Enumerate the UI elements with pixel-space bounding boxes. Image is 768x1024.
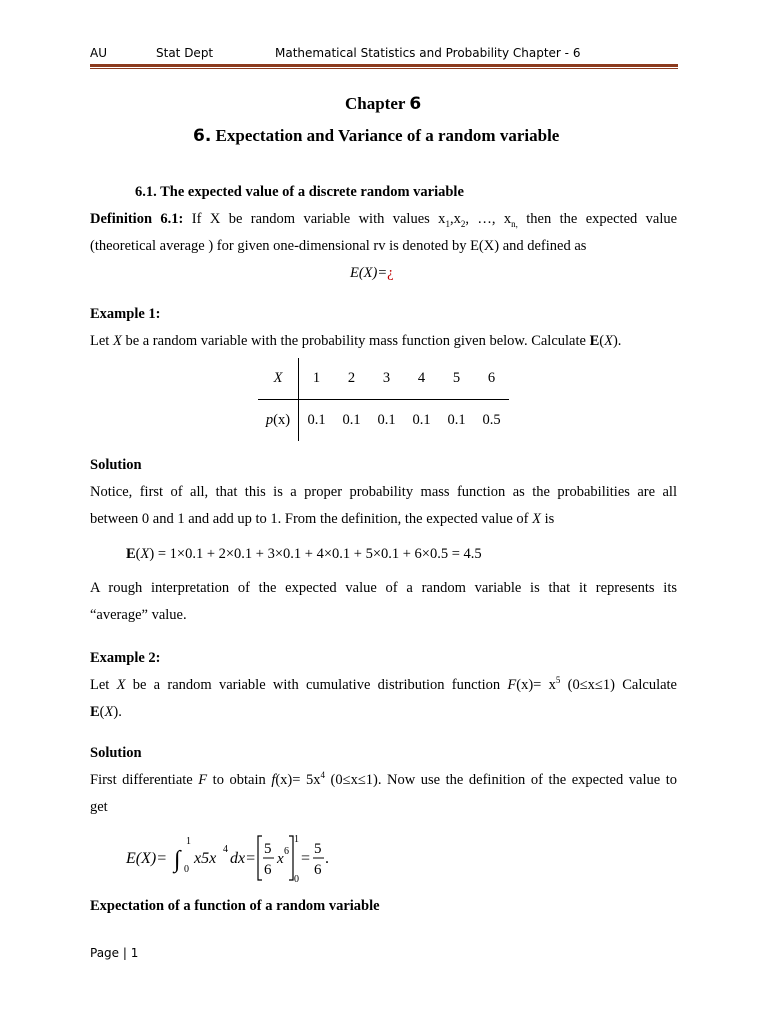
formula-lhs: E(X)= xyxy=(350,265,388,281)
pmf-p-cell: 0.1 xyxy=(377,412,396,428)
integral-lower: 0 xyxy=(184,864,189,875)
pmf-row-label-x xyxy=(258,358,299,400)
integral-upper: 1 xyxy=(186,836,191,847)
formula-broken-glyph: ¿ xyxy=(387,265,394,281)
bracket-right xyxy=(289,836,293,880)
frac-denominator: 6 xyxy=(264,862,272,878)
header-rule-thin xyxy=(90,68,678,69)
solution2-line-2: get xyxy=(90,799,108,815)
pmf-table-row-p xyxy=(258,400,509,442)
page-footer: Page | 1 xyxy=(90,946,139,960)
example1-text-mid: be a random variable with the probability mass function given below. Calculate xyxy=(121,333,590,349)
example2-paren-open: ( xyxy=(99,704,105,720)
solution2-line-1 xyxy=(90,767,677,794)
calc-expression: = 1×0.1 + 2×0.1 + 3×0.1 + 4×0.1 + 5×0.1 + 6×0.5 = 4.5 xyxy=(157,546,482,562)
example2-E: E xyxy=(90,704,100,720)
solution2-F: F xyxy=(198,772,208,788)
example2-exponent: 5 xyxy=(555,675,561,686)
example1-heading: Example 1: xyxy=(90,306,161,322)
integral-lhs: E(X)= xyxy=(126,850,167,867)
pmf-p-cell: 0.1 xyxy=(342,412,361,428)
example2-var-2: X xyxy=(104,704,114,720)
header-institution: AU xyxy=(90,46,107,60)
example1-paren-open: ( xyxy=(599,333,605,349)
pmf-label-p: p xyxy=(265,412,274,428)
definition-formula xyxy=(350,260,394,287)
definition-text: If X be random variable with values x xyxy=(191,211,446,227)
pmf-x-cell: 2 xyxy=(334,358,369,400)
example2-range: (0≤x≤1) Calculate xyxy=(560,677,677,693)
example2-fx: (x)= x xyxy=(516,677,556,693)
example2-var: X xyxy=(116,677,126,693)
section-heading: 6.1. The expected value of a discrete random variable xyxy=(135,184,464,200)
next-section-heading: Expectation of a function of a random variable xyxy=(90,898,380,914)
solution1-line2-post: is xyxy=(540,511,555,527)
pmf-label-px: (x) xyxy=(273,412,291,428)
example2-line-1 xyxy=(90,672,677,699)
example2-line1-mid: be a random variable with cumulative distribution function xyxy=(125,677,508,693)
calc-paren-open: ( xyxy=(135,546,141,562)
result-denominator: 6 xyxy=(314,862,322,878)
example1-var: X xyxy=(112,333,122,349)
integral-dx: dx= xyxy=(230,850,256,867)
integral-formula xyxy=(120,830,350,888)
definition-line-2: (theoretical average ) for given one-dimensional rv is denoted by E(X) and defined as xyxy=(90,238,587,254)
solution1-heading: Solution xyxy=(90,457,142,473)
integral-power-4: 4 xyxy=(223,844,228,855)
pmf-row-label-p xyxy=(258,400,299,442)
eval-upper: 1 xyxy=(294,834,299,845)
example2-heading: Example 2: xyxy=(90,650,161,666)
integral-sign: ∫ xyxy=(174,847,181,873)
example2-line-2 xyxy=(90,699,122,726)
solution1-line2-pre: between 0 and 1 and add up to 1. From the definition, the expected value of xyxy=(90,511,533,527)
solution1-line-1: Notice, first of all, that this is a proper probability mass function as the probabilities are all xyxy=(90,484,677,500)
pmf-table xyxy=(258,358,509,441)
interpretation-line-1: A rough interpretation of the expected value of a random variable is that it represents its xyxy=(90,580,677,596)
example2-F: F xyxy=(507,677,517,693)
pmf-p-cell: 0.1 xyxy=(307,412,326,428)
frac-numerator: 5 xyxy=(264,841,272,857)
definition-label: Definition 6.1: xyxy=(90,211,184,227)
header-department: Stat Dept xyxy=(156,46,214,60)
definition-line-1: Definition 6.1: If X be random variable with values $x_1,x_2$, …, $x_{n,}$ then the expected value xyxy=(90,211,678,229)
solution2-line1-pre: First differentiate xyxy=(90,772,199,788)
chapter-label xyxy=(345,94,421,114)
page-header xyxy=(90,46,678,62)
pmf-p-cell: 0.1 xyxy=(412,412,431,428)
frac-power-6: 6 xyxy=(284,846,289,857)
solution2-fx: (x)= 5x xyxy=(275,772,321,788)
pmf-label-x: X xyxy=(273,370,283,386)
pmf-x-cell: 4 xyxy=(404,358,439,400)
solution2-heading: Solution xyxy=(90,745,142,761)
header-rule-thick xyxy=(90,64,678,67)
solution1-calculation: E(X) = 1×0.1 + 2×0.1 + 3×0.1 + 4×0.1 + 5×0.1 + 6×0.5 = 4.5 xyxy=(126,546,482,562)
pmf-table-row-x xyxy=(258,358,509,400)
integral-equals: = xyxy=(301,850,311,867)
integral-integrand: x5x xyxy=(194,850,217,867)
calc-var: X xyxy=(140,546,150,562)
example1-var-2: X xyxy=(604,333,613,349)
frac-x: x xyxy=(277,851,284,867)
solution1-line-2 xyxy=(90,506,554,533)
solution2-line1-post: (0≤x≤1). Now use the definition of the expected value to xyxy=(324,772,677,788)
chapter-title-text: Expectation and Variance of a random variable xyxy=(215,126,560,145)
chapter-title xyxy=(193,126,559,146)
solution2-f: f xyxy=(271,772,276,788)
example1-text-pre: Let xyxy=(90,333,113,349)
result-period: . xyxy=(325,850,329,867)
bracket-left xyxy=(258,836,262,880)
chapter-title-number: 6. xyxy=(193,126,212,146)
definition-text-end: then the expected value xyxy=(526,211,678,227)
solution1-line2-var: X xyxy=(532,511,541,527)
pmf-p-cell: 0.5 xyxy=(482,412,501,428)
calc-E: E xyxy=(126,546,136,562)
example1-paren-close: ). xyxy=(612,333,622,349)
solution2-line1-mid: to obtain xyxy=(207,772,272,788)
example2-paren-close: ). xyxy=(113,704,122,720)
header-title: Mathematical Statistics and Probability Chapter - 6 xyxy=(275,46,581,60)
pmf-x-cell: 3 xyxy=(369,358,404,400)
example1-text xyxy=(90,328,621,355)
pmf-x-cell: 6 xyxy=(474,358,509,400)
interpretation-line-2: “average” value. xyxy=(90,607,187,623)
pmf-x-cell: 5 xyxy=(439,358,474,400)
result-numerator: 5 xyxy=(314,841,322,857)
chapter-label-text: Chapter xyxy=(345,94,406,113)
pmf-p-cell: 0.1 xyxy=(447,412,466,428)
eval-lower: 0 xyxy=(294,874,299,885)
example2-line1-pre: Let xyxy=(90,677,117,693)
solution2-exponent: 4 xyxy=(320,770,325,781)
example1-E: E xyxy=(589,333,600,349)
chapter-number: 6 xyxy=(409,94,422,114)
pmf-x-cell: 1 xyxy=(299,358,335,400)
